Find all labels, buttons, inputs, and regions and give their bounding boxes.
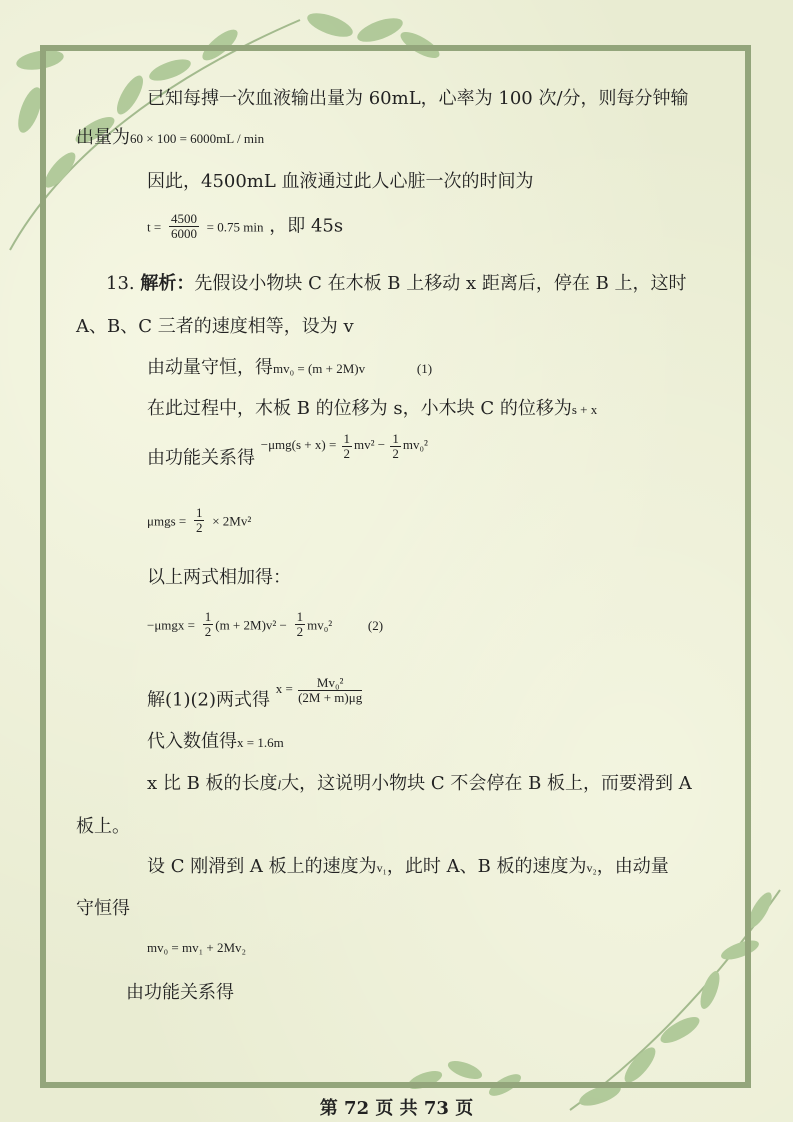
text-line (76, 126, 264, 151)
formula-part: −μmgx = (147, 617, 195, 633)
text-span: ，此时 A、B 板的速度为 (386, 856, 587, 877)
formula (275, 675, 364, 705)
formula: x = 1.6m (237, 735, 284, 750)
text-span: ，即 45s (269, 215, 344, 237)
formula: = 0.75 min (206, 219, 264, 235)
analysis-label: 解析： (140, 273, 195, 294)
formula: mv₀ = (m + 2M)v (273, 361, 366, 376)
text-line (147, 855, 669, 880)
text-span: 解(1)(2)两式得 (147, 689, 270, 711)
denominator: 2 (296, 624, 304, 639)
text-span: ，由动量 (596, 856, 669, 877)
formula-line (147, 212, 343, 241)
numerator: 1 (343, 431, 351, 446)
numerator: 1 (392, 431, 399, 446)
formula-line (147, 610, 383, 639)
fraction (390, 432, 401, 461)
formula-part: (m + 2M)v² − (215, 617, 287, 633)
text-line (147, 397, 597, 422)
denominator: 6000 (170, 226, 197, 241)
text-line: 以上两式相加得： (147, 567, 291, 588)
formula: 60 × 100 = 6000mL / min (130, 131, 265, 146)
text-line (147, 772, 692, 797)
fraction (295, 610, 306, 639)
text-span: 大，这说明小物块 C 不会停在 B 板上，而要滑到 A (281, 773, 692, 794)
text-line (147, 675, 364, 717)
text-line: A、B、C 三者的速度相等，设为 v (76, 316, 354, 337)
formula: mv₀ = mv₁ + 2Mv₂ (147, 940, 247, 955)
text-span: 代入数值得 (147, 731, 237, 752)
text-span: 先假设小物块 C 在木板 B 上移动 x 距离后，停在 B 上，这时 (194, 273, 687, 294)
fraction (342, 432, 353, 461)
fraction (203, 610, 214, 639)
formula-part: μmgs = (147, 513, 187, 529)
variable: v₁ (376, 861, 387, 875)
denominator: (2M + m)μg (298, 690, 363, 705)
text-line: 由功能关系得 (126, 982, 234, 1003)
formula-part: mv₀² (402, 437, 428, 453)
denominator: 2 (204, 624, 212, 639)
numerator: 1 (204, 609, 212, 624)
denominator: 2 (343, 446, 351, 461)
equation-tag: (2) (367, 617, 384, 633)
formula-part: mv₀² (307, 617, 333, 633)
text-line: 守恒得 (76, 898, 130, 919)
text-span: 出量为 (76, 127, 130, 148)
text-line (106, 272, 687, 296)
variable: v₂ (586, 861, 597, 875)
formula-line (147, 506, 251, 535)
numerator: 1 (296, 609, 304, 624)
text-span: 由动量守恒，得 (147, 357, 273, 378)
formula: s + x (571, 402, 598, 417)
formula-part: mv² − (354, 437, 386, 453)
formula: t = (147, 219, 162, 235)
denominator: 2 (195, 520, 203, 535)
text-span: 设 C 刚滑到 A 板上的速度为 (147, 856, 377, 877)
variable: l (277, 777, 282, 792)
text-span: x 比 B 板的长度 (147, 773, 278, 794)
page-footer: 第 72 页 共 73 页 (319, 1098, 474, 1119)
formula-part: x = (275, 681, 293, 697)
equation-tag: (1) (416, 361, 433, 376)
fraction (194, 506, 205, 535)
text-span: 在此过程中，木板 B 的位移为 s，小木块 C 的位移为 (147, 398, 572, 419)
text-line (147, 356, 432, 381)
text-line: 已知每搏一次血液输出量为 60mL，心率为 100 次/分，则每分钟输 (147, 88, 689, 109)
fraction (298, 676, 362, 705)
numerator: 4500 (170, 211, 197, 226)
text-span: 由功能关系得 (147, 447, 255, 469)
text-line (147, 730, 284, 755)
formula-line (147, 935, 246, 960)
fraction (169, 212, 199, 241)
formula-part: −μmg(s + x) = (260, 437, 337, 453)
denominator: 2 (392, 446, 399, 461)
text-line: 因此，4500mL 血液通过此人心脏一次的时间为 (147, 171, 534, 192)
question-number: 13. (106, 273, 135, 294)
numerator: 1 (195, 505, 203, 520)
formula-part: × 2Mv² (212, 513, 252, 529)
numerator: Mv₀² (298, 676, 362, 691)
text-line: 板上。 (76, 816, 130, 837)
formula (260, 431, 428, 461)
